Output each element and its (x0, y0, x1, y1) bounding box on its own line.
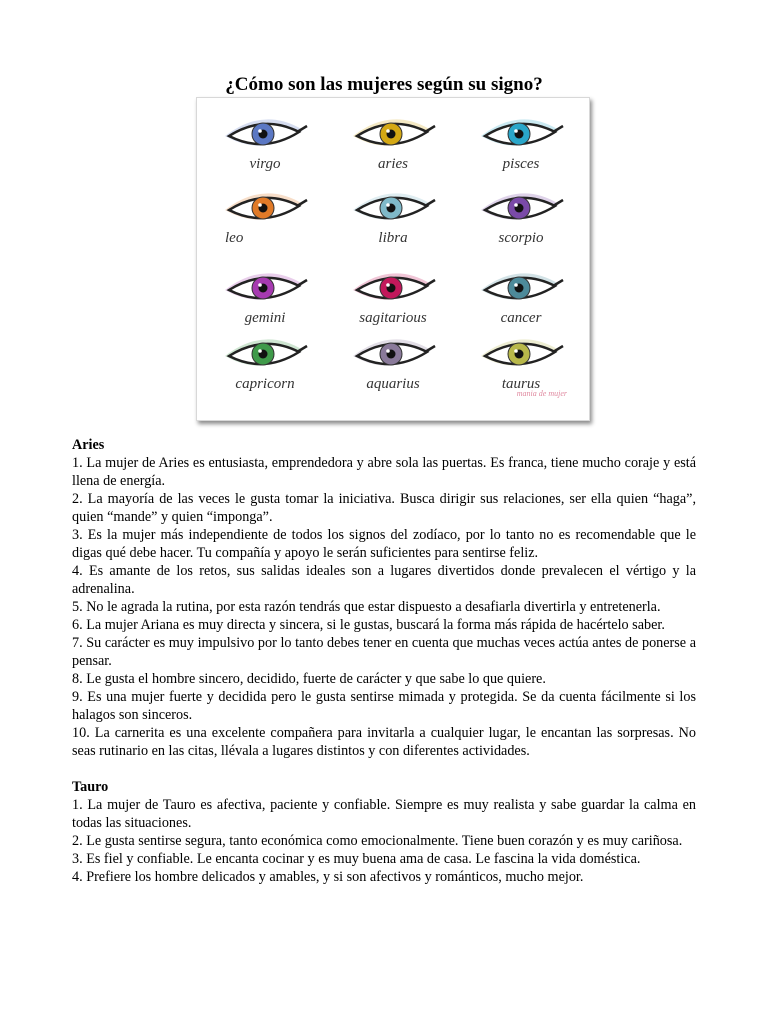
eye-label: leo (225, 230, 244, 246)
eye-libra (333, 186, 453, 260)
eye-label: cancer (500, 310, 542, 326)
eye-label: gemini (244, 310, 286, 326)
eye-gemini (205, 266, 325, 340)
list-item: 4. Prefiere los hombre delicados y amables, y si son afectivos y románticos, mucho mejor. (72, 869, 584, 885)
list-item: 9. Es una mujer fuerte y decidida pero le gusta sentirse mimada y protegida. Se da cuenta fácilmente si los halagos son sinceros. (72, 689, 696, 723)
list-item: 3. Es la mujer más independiente de todos los signos del zodíaco, por lo tanto no es recomendable que le digas qué debe hacer. Tu compañía y apoyo le serán suficientes para sentirse feliz. (72, 527, 696, 561)
eye-label: pisces (502, 156, 540, 172)
eye-drawing-icon (219, 266, 309, 310)
article-body (72, 436, 696, 904)
section-heading: Aries (72, 437, 105, 453)
list-item: 8. Le gusta el hombre sincero, decidido, fuerte de carácter y que sabe lo que quiere. (72, 671, 546, 687)
eye-virgo (205, 112, 325, 186)
eye-drawing-icon (347, 186, 437, 230)
list-item: 1. La mujer de Tauro es afectiva, paciente y confiable. Siempre es muy realista y sabe guardar la calma en todas las situaciones. (72, 797, 696, 831)
eye-label: scorpio (498, 230, 544, 246)
eye-scorpio (461, 186, 581, 260)
eye-drawing-icon (219, 112, 309, 156)
zodiac-eyes-image (196, 97, 590, 421)
list-item: 2. La mayoría de las veces le gusta tomar la iniciativa. Busca dirigir sus relaciones, ser ella quien “haga”, quien “mande” y quien “imponga”. (72, 491, 696, 525)
section-aries (72, 436, 696, 760)
eye-label: virgo (249, 156, 281, 172)
page-title: ¿Cómo son las mujeres según su signo? (225, 74, 543, 95)
eye-drawing-icon (475, 266, 565, 310)
eye-drawing-icon (347, 266, 437, 310)
eye-drawing-icon (219, 186, 309, 230)
eye-aquarius (333, 332, 453, 406)
eye-label: aries (378, 156, 408, 172)
list-item: 10. La carnerita es una excelente compañera para invitarla a cualquier lugar, le encantan las sorpresas. No seas rutinario en las citas, llévala a lugares distintos y con diferentes actividades. (72, 725, 696, 759)
list-item: 7. Su carácter es muy impulsivo por lo tanto debes tener en cuenta que muchas veces actúa antes de ponerse a pensar. (72, 635, 696, 669)
eye-label: libra (378, 230, 408, 246)
eye-drawing-icon (475, 332, 565, 376)
list-item: 3. Es fiel y confiable. Le encanta cocinar y es muy buena ama de casa. Le fascina la vida doméstica. (72, 851, 641, 867)
list-item: 2. Le gusta sentirse segura, tanto económica como emocionalmente. Tiene buen corazón y es muy cariñosa. (72, 833, 683, 849)
eye-taurus (461, 332, 581, 406)
eye-label: taurus (501, 376, 541, 392)
section-heading: Tauro (72, 779, 109, 795)
eye-label: capricorn (235, 376, 295, 392)
image-watermark: mania de mujer (516, 389, 567, 398)
eye-leo (205, 186, 325, 260)
eye-drawing-icon (475, 186, 565, 230)
list-item: 4. Es amante de los retos, sus salidas ideales son a lugares divertidos donde prevalecen el vértigo y la adrenalina. (72, 563, 696, 597)
eye-sagitarious (333, 266, 453, 340)
list-item: 1. La mujer de Aries es entusiasta, emprendedora y abre sola las puertas. Es franca, tiene mucho coraje y está llena de energía. (72, 455, 696, 489)
section-tauro (72, 778, 696, 886)
eye-drawing-icon (347, 332, 437, 376)
eye-drawing-icon (219, 332, 309, 376)
eye-drawing-icon (475, 112, 565, 156)
eye-pisces (461, 112, 581, 186)
eye-drawing-icon (347, 112, 437, 156)
list-item: 6. La mujer Ariana es muy directa y sincera, si le gustas, buscará la forma más rápida de hacértelo saber. (72, 617, 665, 633)
eye-label: sagitarious (359, 310, 427, 326)
eye-aries (333, 112, 453, 186)
eye-capricorn (205, 332, 325, 406)
list-item: 5. No le agrada la rutina, por esta razón tendrás que estar dispuesto a desafiarla divertirla y entretenerla. (72, 599, 661, 615)
eye-cancer (461, 266, 581, 340)
eye-label: aquarius (366, 376, 420, 392)
